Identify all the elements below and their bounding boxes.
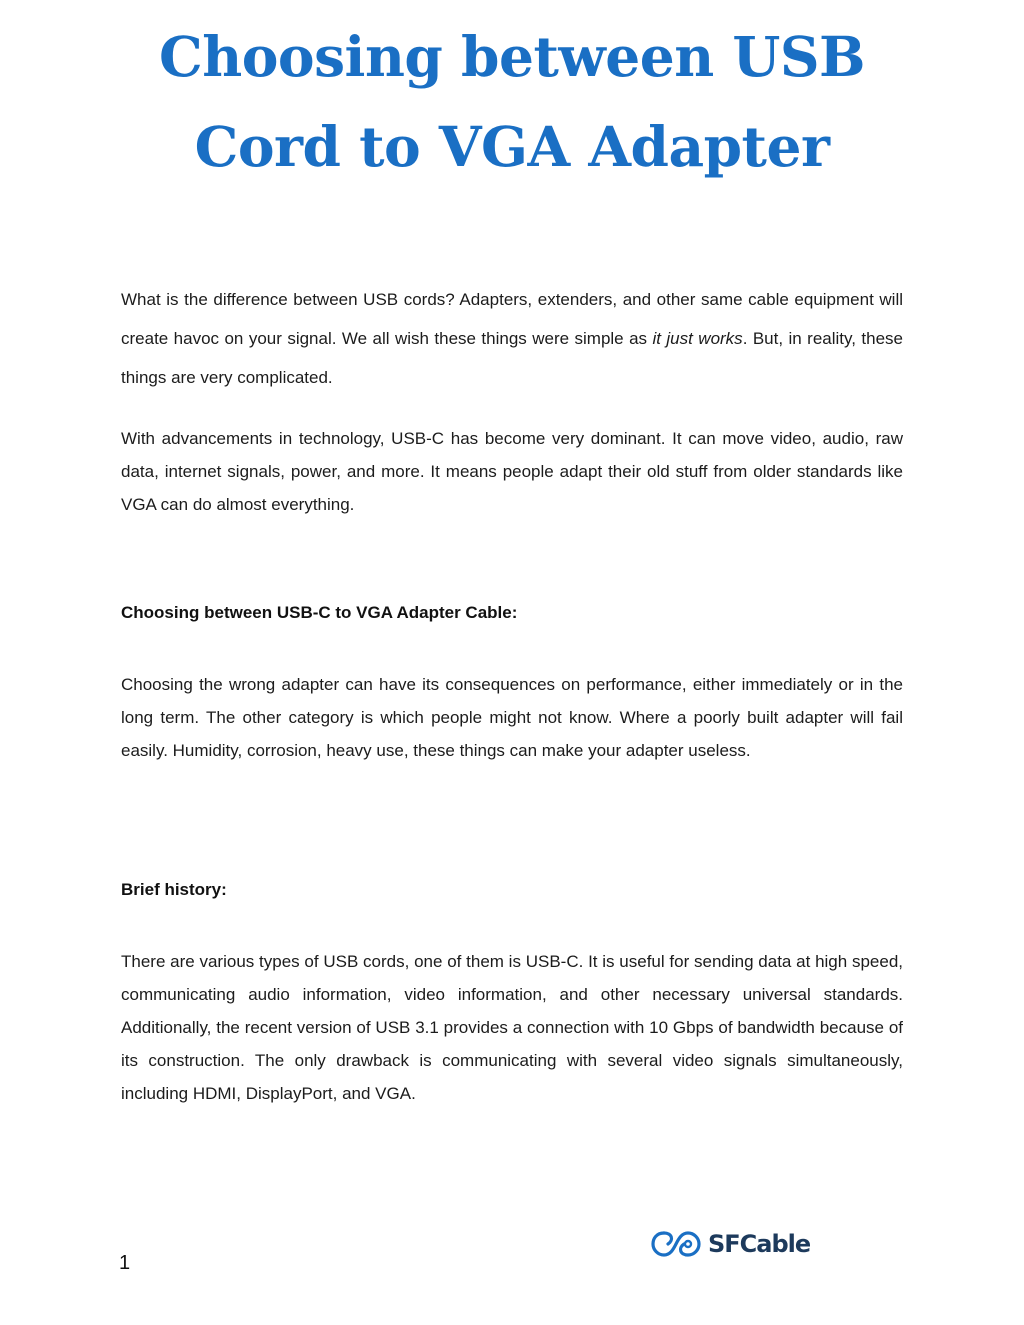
title-line-2: Cord to VGA Adapter: [194, 114, 830, 179]
sfcable-logo-mark-icon: [650, 1228, 702, 1260]
page-number: 1: [119, 1252, 131, 1274]
paragraph-intro: [121, 280, 903, 397]
paragraph-intro-text-b: . But, in reality, these things are very complicated.: [121, 329, 904, 387]
sfcable-logo: [650, 1226, 810, 1262]
title-line-1: Choosing between USB: [158, 24, 866, 89]
paragraph-wrong-adapter: Choosing the wrong adapter can have its consequences on performance, either immediately or in the long term. The other category is which people might not know. Where a poorly built adapter will fail easily. Humidity, corrosion, heavy use, these things can make your adapter useless.: [121, 675, 903, 760]
paragraph-intro-text-a: What is the difference between USB cords? Adapters, extenders, and other same cable equipment will create havoc on your signal. We all wish these things were simple as: [121, 290, 903, 348]
paragraph-usbc: With advancements in technology, USB-C has become very dominant. It can move video, audio, raw data, internet signals, power, and more. It means people adapt their old stuff from older standards like VGA can do almost everything.: [121, 429, 903, 514]
document-title: [0, 12, 1024, 192]
paragraph-intro-italic: it just works: [652, 329, 743, 348]
heading-brief-history: Brief history:: [121, 880, 227, 899]
logo-text: SFCable: [708, 1230, 811, 1258]
heading-choosing-adapter: Choosing between USB-C to VGA Adapter Cable:: [121, 603, 518, 622]
paragraph-history: There are various types of USB cords, one of them is USB-C. It is useful for sending data at high speed, communicating audio information, video information, and other necessary universal standards. Additionally, the recent version of USB 3.1 provides a connection with 10 Gbps of bandwidth because of its construction. The only drawback is communicating with several video signals simultaneously, including HDMI, DisplayPort, and VGA.: [121, 952, 903, 1103]
